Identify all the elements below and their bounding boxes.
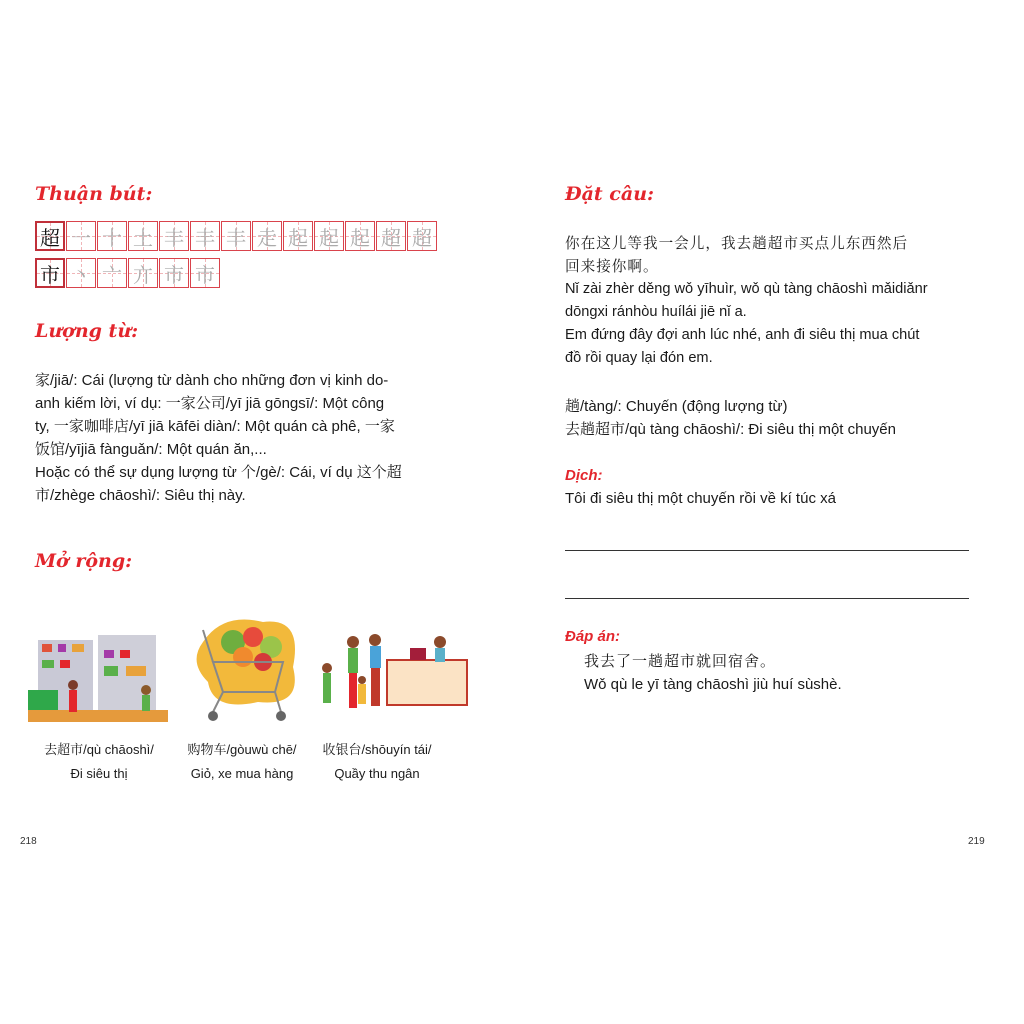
vocab-meaning: Đi siêu thị: [70, 766, 128, 781]
stroke-step-cell: [221, 221, 251, 251]
vocab-meaning: Quầy thu ngân: [334, 766, 420, 781]
stroke-glyph: 亠: [102, 262, 122, 287]
right-page: [512, 0, 1024, 1024]
stroke-glyph: 超: [40, 225, 60, 250]
stroke-step-cell: [66, 258, 96, 288]
stroke-glyph: 起: [350, 225, 370, 250]
stroke-step-cell: [407, 221, 437, 251]
stroke-glyph: 丰: [226, 225, 246, 250]
answer-text: [584, 650, 842, 696]
text-line: đồ rồi quay lại đón em.: [565, 350, 713, 366]
stroke-char-cell: [35, 221, 65, 251]
stroke-char-cell: [35, 258, 65, 288]
measure-word-heading: Lượng từ:: [35, 320, 139, 342]
stroke-glyph: 丶: [71, 262, 91, 287]
stroke-order-row-shi: [35, 258, 221, 288]
stroke-glyph: 起: [288, 225, 308, 250]
stroke-step-cell: [66, 221, 96, 251]
stroke-step-cell: [345, 221, 375, 251]
stroke-glyph: 市: [164, 262, 184, 287]
stroke-glyph: 市: [195, 262, 215, 287]
cashier-illustration: [315, 630, 470, 720]
stroke-glyph: 十: [102, 225, 122, 250]
vocab-meaning: Giỏ, xe mua hàng: [190, 766, 294, 781]
stroke-step-cell: [252, 221, 282, 251]
stroke-glyph: 走: [257, 225, 277, 250]
supermarket-illustration: [28, 625, 168, 735]
answer-line-input[interactable]: [565, 598, 969, 599]
stroke-glyph: 丰: [195, 225, 215, 250]
stroke-step-cell: [128, 258, 158, 288]
answer-heading: Đáp án:: [565, 628, 621, 645]
stroke-glyph: 土: [133, 225, 153, 250]
text-line: 家/jiā/: Cái (lượng từ dành cho những đơn vị kinh do-: [35, 372, 389, 389]
stroke-step-cell: [159, 221, 189, 251]
text-line: 饭馆/yījiā fànguǎn/: Một quán ăn,...: [35, 441, 267, 458]
example-sentence: [565, 232, 928, 370]
sentence-heading: Đặt câu:: [565, 183, 655, 205]
text-line: ty, 一家咖啡店/yī jiā kāfēi diàn/: Một quán cà phê, 一家: [35, 418, 395, 435]
stroke-step-cell: [97, 258, 127, 288]
stroke-step-cell: [376, 221, 406, 251]
text-line: 回来接你啊。: [565, 258, 659, 275]
stroke-glyph: 亣: [133, 262, 153, 287]
text-line: 你在这儿等我一会儿，我去趟超市买点儿东西然后: [565, 235, 909, 252]
measure-word-text: [35, 369, 402, 507]
answer-line-input[interactable]: [565, 550, 969, 551]
translate-heading: Dịch:: [565, 467, 603, 484]
vocab-caption: [172, 738, 312, 786]
text-line: 我去了一趟超市就回宿舍。: [584, 652, 777, 670]
stroke-step-cell: [190, 221, 220, 251]
stroke-order-row-chao: [35, 221, 438, 251]
stroke-glyph: 起: [319, 225, 339, 250]
stroke-step-cell: [97, 221, 127, 251]
text-line: dōngxi ránhòu huílái jiē nǐ a.: [565, 304, 747, 320]
text-line: Nǐ zài zhèr děng wǒ yīhuìr, wǒ qù tàng chāoshì mǎidiǎnr: [565, 281, 928, 297]
stroke-step-cell: [283, 221, 313, 251]
vocab-caption: [30, 738, 168, 786]
text-line: 去趟超市/qù tàng chāoshì/: Đi siêu thị một chuyến: [565, 421, 896, 438]
vocab-term: 收银台/shōuyín tái/: [322, 742, 432, 757]
stroke-order-heading: Thuận bút:: [35, 183, 153, 205]
text-line: Em đứng đây đợi anh lúc nhé, anh đi siêu thị mua chút: [565, 327, 920, 343]
stroke-step-cell: [159, 258, 189, 288]
vocab-term: 去超市/qù chāoshì/: [44, 742, 154, 757]
text-line: Hoặc có thể sự dụng lượng từ 个/gè/: Cái, ví dụ 这个超: [35, 464, 402, 481]
stroke-glyph: 丰: [164, 225, 184, 250]
vocab-term: 购物车/gòuwù chē/: [187, 742, 297, 757]
stroke-glyph: 市: [40, 262, 60, 287]
text-line: anh kiếm lời, ví dụ: 一家公司/yī jiā gōngsī/: Một công: [35, 395, 385, 412]
stroke-step-cell: [314, 221, 344, 251]
text-line: Wǒ qù le yī tàng chāoshì jiù huí sùshè.: [584, 676, 842, 693]
expand-heading: Mở rộng:: [35, 550, 133, 572]
stroke-step-cell: [190, 258, 220, 288]
vocab-caption: [312, 738, 442, 786]
stroke-step-cell: [128, 221, 158, 251]
vocab-notes: [565, 395, 896, 441]
translate-prompt: Tôi đi siêu thị một chuyến rồi về kí túc xá: [565, 490, 836, 507]
stroke-glyph: 超: [381, 225, 401, 250]
stroke-glyph: 超: [412, 225, 432, 250]
text-line: 市/zhège chāoshì/: Siêu thị này.: [35, 487, 246, 504]
page-number: 218: [20, 836, 37, 847]
shopping-cart-illustration: [183, 612, 323, 730]
page-number: 219: [968, 836, 985, 847]
text-line: 趟/tàng/: Chuyến (động lượng từ): [565, 398, 788, 415]
stroke-glyph: 一: [71, 225, 91, 250]
